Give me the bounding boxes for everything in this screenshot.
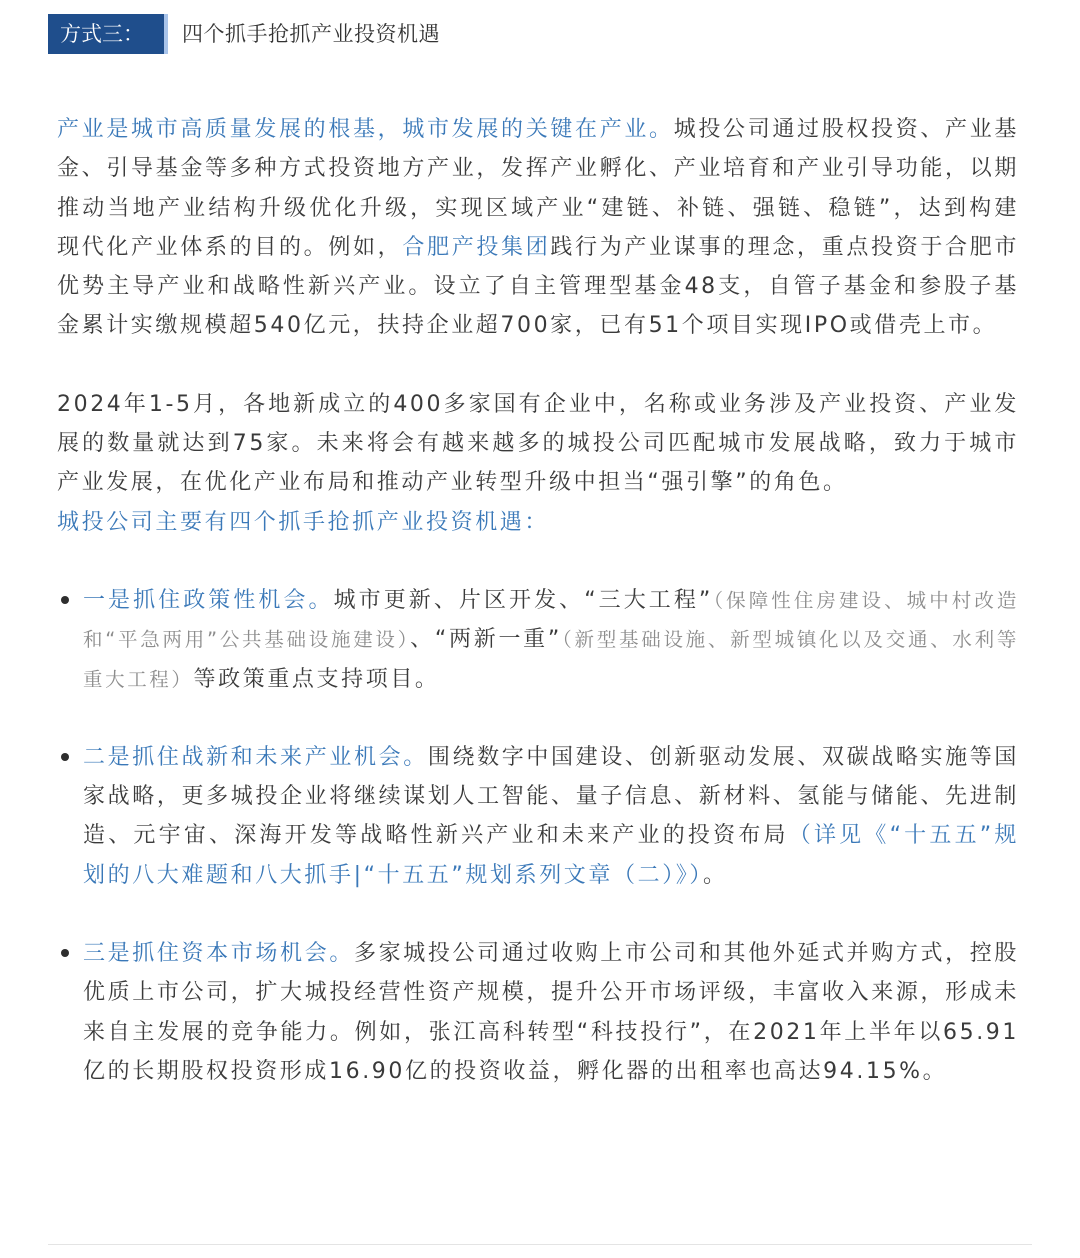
list-item-text: 、“两新一重” <box>410 627 562 653</box>
paragraph-text: 城投公司通过股权投资、产业基金、引导基金等多种方式投资地方产业，发挥产业孵化、产业培育和产业引导功能，以期推动当地产业结构升级优化升级，实现区域产业“建链、补链、强链、稳链”，达到构建现代化产业体系的目的。例如， <box>57 117 1019 260</box>
list-item-capital-market <box>57 934 1019 1091</box>
article-body <box>57 110 1019 1130</box>
list-item-lead: 三是抓住资本市场机会。 <box>83 941 354 967</box>
list-item-text: 城市更新、片区开发、“三大工程” <box>333 587 713 613</box>
related-article-link[interactable]: （详见《“十五五”规划的八大难题和八大抓手|“十五五”规划系列文章（二）》） <box>83 823 1019 888</box>
list-item-text: 等政策重点支持项目。 <box>193 666 440 692</box>
opportunity-list <box>57 581 1019 1091</box>
list-item-note: （保障性住房建设、城中村改造和“平急两用”公共基础设施建设） <box>83 588 1019 652</box>
paragraph-lead: 产业是城市高质量发展的根基，城市发展的关键在产业。 <box>57 117 674 142</box>
section-tag: 方式三： <box>48 14 168 54</box>
bullet-dot-icon <box>61 753 69 761</box>
paragraph-text: 2024年1-5月，各地新成立的400多家国有企业中，名称或业务涉及产业投资、产业发展的数量就达到75家。未来将会有越来越多的城投公司匹配城市发展战略，致力于城市产业发展，在优化产业布局和推动产业转型升级中担当“强引擎”的角色。 <box>57 391 1019 496</box>
bullet-dot-icon <box>61 596 69 604</box>
bullet-dot-icon <box>61 949 69 957</box>
list-item-text: 多家城投公司通过收购上市公司和其他外延式并购方式，控股优质上市公司，扩大城投经营性资产规模，提升公开市场评级，丰富收入来源，形成未来自主发展的竞争能力。例如，张江高科转型“科技投行”，在2021年上半年以65.91亿的长期股权投资形成16.90亿的投资收益，孵化器的出租率也高达94.15%。 <box>83 941 1020 1084</box>
list-item-lead: 二是抓住战新和未来产业机会。 <box>83 744 428 770</box>
section-title: 四个抓手抢抓产业投资机遇 <box>182 22 440 46</box>
list-item-lead: 一是抓住政策性机会。 <box>83 587 334 613</box>
list-item-text: 。 <box>703 862 728 888</box>
divider <box>48 1244 1032 1245</box>
paragraph-industry-foundation <box>57 110 1019 346</box>
paragraph-lead: 城投公司主要有四个抓手抢抓产业投资机遇： <box>57 509 550 535</box>
section-header <box>48 14 440 54</box>
list-item-text: 围绕数字中国建设、创新驱动发展、双碳战略实施等国家战略，更多城投企业将继续谋划人工智能、量子信息、新材料、氢能与储能、先进制造、元宇宙、深海开发等战略性新兴产业和未来产业的投资布局 <box>83 744 1019 849</box>
list-item-policy <box>57 581 1019 699</box>
list-item-emerging-industries <box>57 738 1019 895</box>
hefei-investment-link[interactable]: 合肥产投集团 <box>402 234 551 260</box>
list-item-note: （新型基础设施、新型城镇化以及交通、水利等重大工程） <box>83 628 1019 691</box>
paragraph-text: 践行为产业谋事的理念，重点投资于合肥市优势主导产业和战略性新兴产业。设立了自主管理型基金48支，自管子基金和参股子基金累计实缴规模超540亿元，扶持企业超700家，已有51个项目实现IPO或借壳上市。 <box>57 234 1019 339</box>
paragraph-new-soes <box>57 385 1019 542</box>
